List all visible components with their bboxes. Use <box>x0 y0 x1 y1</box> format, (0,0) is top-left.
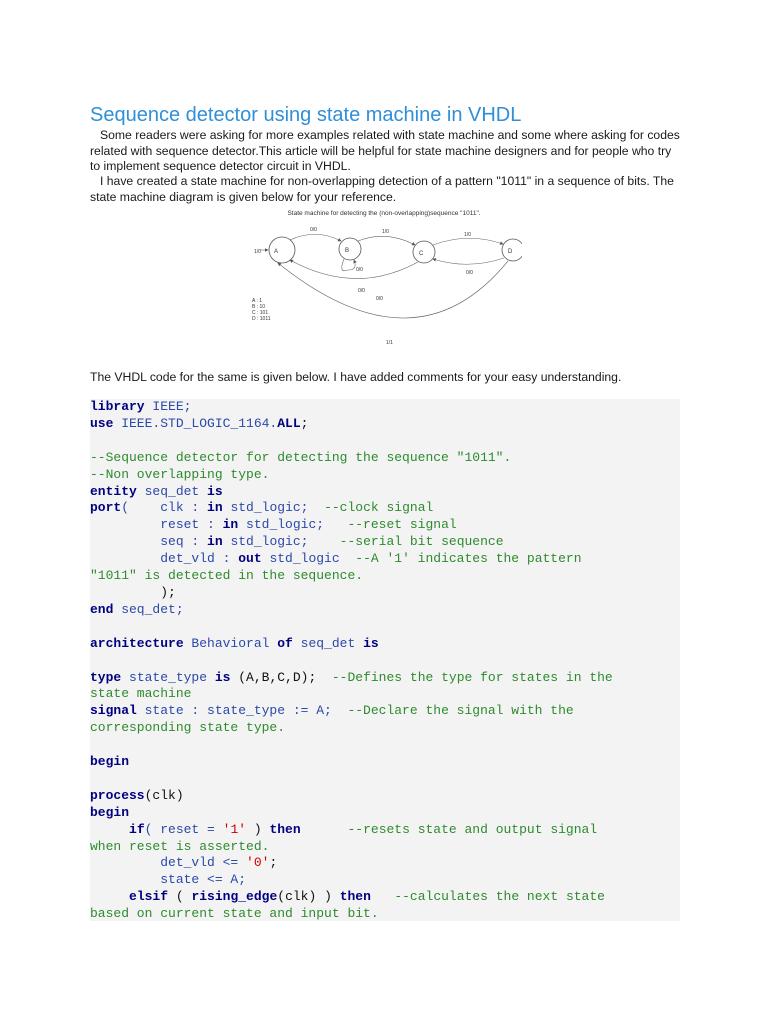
pattern-text: I have created a state machine for non-overlapping detection of a pattern "1011" in a sequence of bits. The state machine diagram is given below for your reference. <box>90 174 674 204</box>
transition-label: 0/0 <box>466 270 473 276</box>
legend-item: A : 1 <box>252 298 263 304</box>
code-text: seq_det; <box>113 601 184 617</box>
code-keyword: type <box>90 669 122 685</box>
code-text: ( reset = <box>144 821 223 837</box>
code-comment: --Defines the type for states in the <box>331 669 613 685</box>
code-comment: --A '1' indicates the pattern <box>355 551 582 567</box>
code-keyword: is <box>207 483 223 499</box>
code-text: std_logic; <box>238 517 348 533</box>
code-comment: --Declare the signal with the <box>347 703 574 719</box>
code-keyword: then <box>339 889 371 905</box>
article-title: Sequence detector using state machine in VHDL <box>90 104 522 126</box>
code-text <box>90 822 129 837</box>
code-keyword: then <box>269 821 301 837</box>
code-comment: "1011" is detected in the sequence. <box>90 568 364 584</box>
code-comment: based on current state and input bit. <box>90 906 379 922</box>
state-D-label: D <box>508 249 513 255</box>
code-text: std_logic; <box>222 500 325 516</box>
code-text: IEEE.STD_LOGIC_1164. <box>113 415 278 431</box>
legend-item: B : 10 <box>252 304 266 310</box>
code-comment: --Non overlapping type. <box>90 466 270 482</box>
legend-item: D : 1011 <box>252 316 271 322</box>
code-keyword: ALL <box>277 415 301 431</box>
state-diagram-svg <box>246 204 522 350</box>
code-text <box>90 889 129 904</box>
code-keyword: process <box>90 787 145 803</box>
pattern-paragraph <box>90 174 680 205</box>
code-comment: corresponding state type. <box>90 720 286 736</box>
code-keyword: begin <box>90 754 130 770</box>
code-keyword: rising_edge <box>191 889 278 905</box>
code-keyword: if <box>129 821 145 837</box>
code-text: state : state_type := A; <box>136 703 348 719</box>
state-diagram <box>246 204 522 350</box>
code-text: seq_det <box>136 483 208 499</box>
code-text: ( <box>168 889 192 905</box>
transition-label: 1/0 <box>464 232 471 238</box>
code-keyword: in <box>207 534 223 550</box>
transition-label: 0/0 <box>356 267 363 273</box>
code-keyword: elsif <box>129 889 169 905</box>
code-string: '0' <box>246 855 270 871</box>
code-comment: state machine <box>90 686 192 702</box>
code-comment: --clock signal <box>324 500 434 516</box>
transition-label: 1/1 <box>386 340 393 346</box>
code-text: seq : <box>90 534 208 550</box>
code-text: state_type <box>121 669 215 685</box>
transition-label: 0/0 <box>376 296 383 302</box>
code-keyword: is <box>363 635 379 651</box>
state-D <box>502 239 522 261</box>
code-text <box>301 822 348 837</box>
code-comment: --calculates the next state <box>394 889 605 905</box>
code-keyword: in <box>207 500 223 516</box>
code-text: det_vld <= <box>90 855 247 871</box>
code-text: state <= A; <box>90 872 247 888</box>
code-keyword: end <box>90 601 114 617</box>
intro-paragraph <box>90 128 680 175</box>
code-text: ( clk : <box>121 500 208 516</box>
code-text: det_vld : <box>90 551 239 567</box>
code-keyword: port <box>90 500 122 516</box>
code-keyword: architecture <box>90 635 184 651</box>
code-keyword: signal <box>90 703 137 719</box>
intro-text: Some readers were asking for more examples related with state machine and some where asking for codes related with sequence detector.This article will be helpful for state machine designers and for people who try to implement sequence detector circuit in VHDL. <box>90 128 680 173</box>
code-keyword: in <box>222 517 239 533</box>
state-C <box>413 241 435 263</box>
code-text: (clk) ) <box>277 889 340 905</box>
code-comment: --resets state and output signal <box>347 821 598 837</box>
state-A <box>269 237 295 263</box>
state-B <box>339 238 361 260</box>
code-text: Behavioral <box>183 635 278 651</box>
state-B-label: B <box>345 248 350 254</box>
state-legend <box>252 298 271 322</box>
code-text: seq_det <box>292 635 364 651</box>
code-keyword: use <box>90 415 114 431</box>
code-text: IEEE; <box>144 399 192 414</box>
vhdl-code <box>90 399 613 923</box>
code-comment: --reset signal <box>347 517 457 533</box>
code-keyword: of <box>277 635 293 651</box>
code-text: (A,B,C,D); <box>230 669 332 685</box>
code-comment: --Sequence detector for detecting the sequence "1011". <box>90 449 512 465</box>
code-keyword: library <box>90 399 145 414</box>
code-comment: when reset is asserted. <box>90 838 270 854</box>
state-C-label: C <box>419 251 424 257</box>
state-A-label: A <box>274 249 279 255</box>
code-comment: --serial bit sequence <box>339 534 504 550</box>
transition-label: 0/0 <box>310 227 317 233</box>
code-text <box>371 889 394 904</box>
transition-arrows <box>260 234 508 318</box>
code-text: std_logic <box>261 551 356 567</box>
code-keyword: is <box>214 669 231 685</box>
code-text: (clk) <box>144 787 184 803</box>
code-block <box>90 399 680 921</box>
code-text: ; <box>269 855 278 871</box>
diagram-caption: State machine for detecting the (non-overlapping)sequence "1011". <box>287 210 481 217</box>
code-text: ); <box>90 584 176 600</box>
code-text: ) <box>246 821 270 837</box>
code-string: '1' <box>222 821 247 837</box>
code-text: ; <box>300 415 309 431</box>
code-keyword: entity <box>90 483 137 499</box>
transition-label: 1/0 <box>382 229 389 235</box>
transition-label: 0/0 <box>358 288 365 294</box>
code-keyword: begin <box>90 804 130 820</box>
code-text: std_logic; <box>222 534 340 550</box>
code-text: reset : <box>90 517 223 533</box>
code-keyword: out <box>238 551 262 567</box>
legend-item: C : 101 <box>252 310 269 316</box>
transition-label: 1/0 <box>254 249 261 255</box>
code-intro-paragraph: The VHDL code for the same is given below. I have added comments for your easy understanding. <box>90 370 622 384</box>
